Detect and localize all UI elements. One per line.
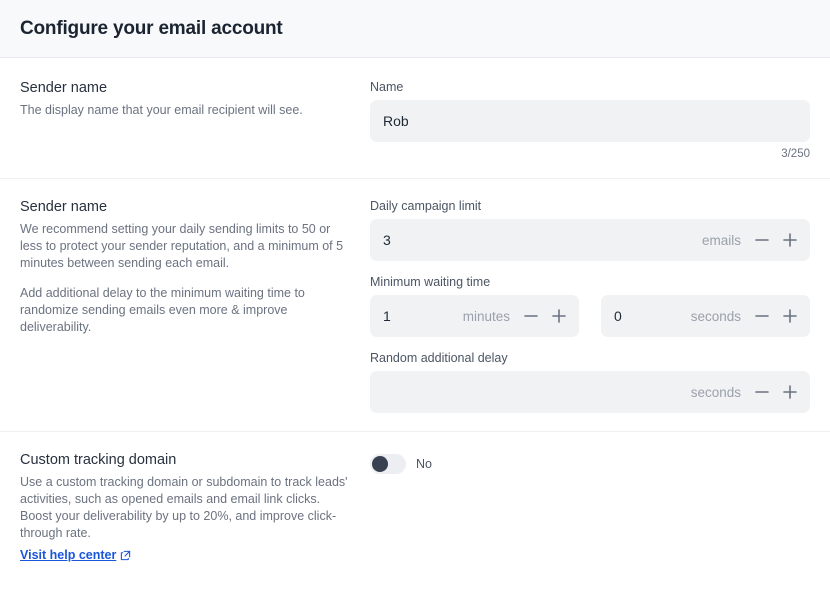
section-tracking-info xyxy=(20,452,370,564)
minus-icon[interactable] xyxy=(755,233,769,247)
min-wait-seconds-value: 0 xyxy=(614,308,622,324)
external-link-icon xyxy=(120,550,131,561)
name-input[interactable] xyxy=(370,100,810,142)
min-wait-seconds-unit: seconds xyxy=(690,308,741,324)
plus-icon[interactable] xyxy=(552,309,566,323)
random-delay-unit: seconds xyxy=(690,384,741,400)
name-input-value: Rob xyxy=(383,113,409,129)
name-field-label: Name xyxy=(370,80,404,94)
daily-limit-unit: emails xyxy=(701,232,741,248)
daily-limit-label: Daily campaign limit xyxy=(370,199,482,213)
section-sending-limits-info xyxy=(20,199,370,413)
daily-limit-stepper[interactable] xyxy=(751,233,797,247)
daily-limit-value: 3 xyxy=(383,232,391,248)
minus-icon[interactable] xyxy=(755,385,769,399)
page-header xyxy=(0,0,830,58)
min-wait-seconds-wrapper xyxy=(601,295,810,337)
min-wait-block xyxy=(370,275,810,337)
min-wait-label: Minimum waiting time xyxy=(370,275,491,289)
random-delay-input[interactable] xyxy=(370,371,810,413)
plus-icon[interactable] xyxy=(783,309,797,323)
section-sender-name-fields xyxy=(370,80,810,160)
min-wait-minutes-unit: minutes xyxy=(462,308,510,324)
section-sending-limits-fields xyxy=(370,199,810,413)
section-description: The display name that your email recipient will see. xyxy=(20,103,303,117)
section-description: Use a custom tracking domain or subdomain to track leads' activities, such as opened emails and email link clicks. Boost your deliverability by up to 20%, and improve click-through rate. xyxy=(20,475,348,540)
random-delay-block xyxy=(370,351,810,413)
section-title: Custom tracking domain xyxy=(20,452,177,468)
visit-help-center-link[interactable] xyxy=(20,548,131,562)
tracking-toggle-row xyxy=(370,454,810,474)
section-sender-name xyxy=(0,58,830,160)
name-char-counter: 3/250 xyxy=(781,148,810,160)
plus-icon[interactable] xyxy=(783,233,797,247)
section-tracking-control xyxy=(370,452,810,564)
min-wait-minutes-input[interactable] xyxy=(370,295,579,337)
min-wait-minutes-wrapper xyxy=(370,295,579,337)
section-sender-name-info xyxy=(20,80,370,160)
minus-icon[interactable] xyxy=(524,309,538,323)
min-wait-minutes-value: 1 xyxy=(383,308,391,324)
custom-tracking-toggle[interactable] xyxy=(370,454,406,474)
toggle-knob xyxy=(372,456,388,472)
custom-tracking-toggle-state: No xyxy=(416,457,432,471)
min-wait-seconds-input[interactable] xyxy=(601,295,810,337)
minus-icon[interactable] xyxy=(755,309,769,323)
min-wait-minutes-stepper[interactable] xyxy=(520,309,566,323)
plus-icon[interactable] xyxy=(783,385,797,399)
section-title: Sender name xyxy=(20,80,108,96)
section-description-primary: We recommend setting your daily sending limits to 50 or less to protect your sender reputation, and a minimum of 5 minutes between sending each email. xyxy=(20,222,344,270)
page-title: Configure your email account xyxy=(20,17,283,39)
section-custom-tracking-domain xyxy=(0,431,830,564)
section-sending-limits xyxy=(0,178,830,413)
random-delay-stepper[interactable] xyxy=(751,385,797,399)
random-delay-label: Random additional delay xyxy=(370,351,508,365)
section-title: Sender name xyxy=(20,199,108,215)
min-wait-inputs xyxy=(370,295,810,337)
min-wait-seconds-stepper[interactable] xyxy=(751,309,797,323)
daily-limit-input[interactable] xyxy=(370,219,810,261)
visit-help-center-label: Visit help center xyxy=(20,548,117,562)
section-description-secondary: Add additional delay to the minimum waiting time to randomize sending emails even more & improve deliverability. xyxy=(20,286,305,334)
